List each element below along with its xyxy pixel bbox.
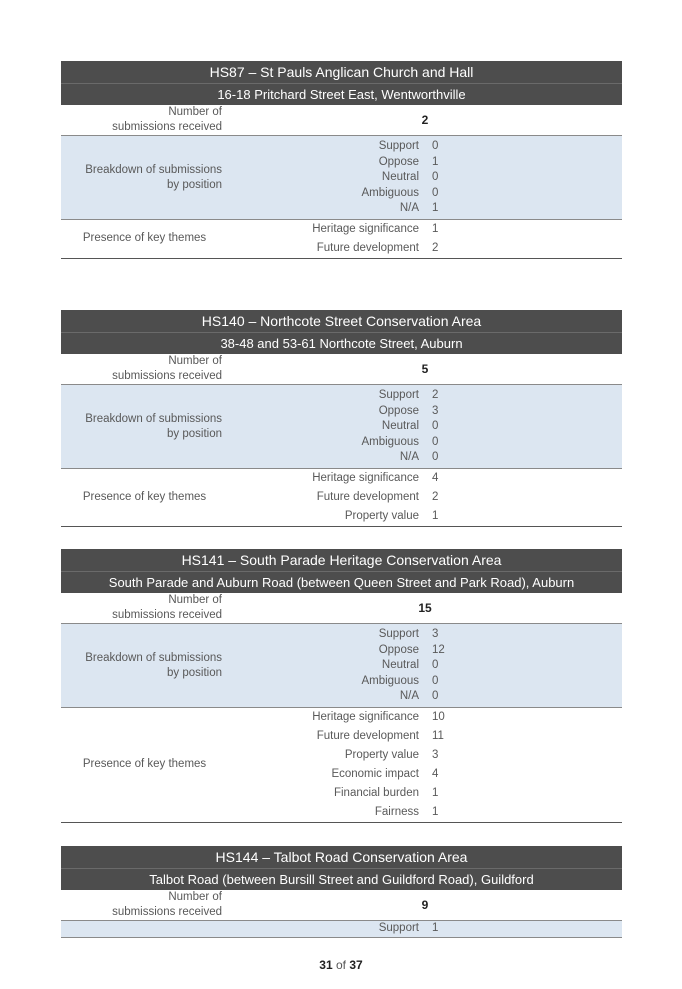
themes-row — [61, 469, 622, 527]
position-item: Ambiguous 0 — [361, 435, 439, 448]
page-number: 31 of 37 — [319, 958, 363, 972]
theme-item: Property value 1 — [344, 509, 439, 522]
table-title: HS141 – South Parade Heritage Conservation Area — [61, 549, 622, 572]
position-item: Neutral 0 — [381, 659, 439, 671]
table-hs144 — [61, 846, 622, 938]
breakdown-label: Breakdown of submissions by position — [85, 412, 222, 440]
submissions-row — [61, 105, 622, 136]
submissions-label: Number of submissions received — [112, 594, 222, 621]
submissions-count: 2 — [421, 113, 429, 127]
position-item: Support 3 — [378, 628, 439, 640]
table-subtitle: Talbot Road (between Bursill Street and Guildford Road), Guildford — [61, 869, 622, 890]
theme-item: Heritage significance 1 — [312, 222, 439, 235]
theme-item: Future development 11 — [316, 729, 444, 742]
position-item: Oppose 1 — [378, 155, 439, 168]
breakdown-label — [61, 921, 228, 937]
position-item: Oppose 3 — [378, 404, 439, 417]
theme-item: Economic impact 4 — [331, 767, 439, 780]
themes-label: Presence of key themes — [82, 232, 207, 244]
theme-item: Fairness 1 — [374, 805, 439, 818]
position-item: Support 1 — [378, 922, 439, 934]
position-item: N/A 1 — [399, 202, 439, 214]
submissions-row — [61, 890, 622, 921]
theme-item: Financial burden 1 — [333, 786, 439, 799]
theme-item: Heritage significance 4 — [312, 471, 439, 484]
theme-item: Future development 2 — [316, 490, 439, 503]
themes-label: Presence of key themes — [82, 758, 207, 770]
table-title: HS140 – Northcote Street Conservation Area — [61, 310, 622, 333]
position-item: Ambiguous 0 — [361, 674, 439, 687]
theme-item: Future development 2 — [316, 241, 439, 254]
themes-row — [61, 708, 622, 823]
position-item: Neutral 0 — [381, 420, 439, 432]
submissions-label: Number of submissions received — [112, 355, 222, 382]
theme-item: Heritage significance 10 — [312, 710, 445, 723]
table-hs87 — [61, 61, 622, 259]
submissions-count: 5 — [421, 362, 429, 376]
positions-row — [61, 136, 622, 220]
table-title: HS87 – St Pauls Anglican Church and Hall — [61, 61, 622, 84]
position-item: Support 0 — [378, 140, 439, 152]
theme-item: Property value 3 — [344, 748, 439, 761]
submissions-label: Number of submissions received — [112, 891, 222, 918]
table-hs141 — [61, 549, 622, 823]
positions-row — [61, 921, 622, 938]
table-subtitle: South Parade and Auburn Road (between Queen Street and Park Road), Auburn — [61, 572, 622, 593]
breakdown-label: Breakdown of submissions by position — [85, 163, 222, 191]
position-item: N/A 0 — [399, 451, 439, 463]
position-item: N/A 0 — [399, 690, 439, 702]
submissions-row — [61, 354, 622, 385]
position-item: Support 2 — [378, 389, 439, 401]
table-hs140 — [61, 310, 622, 527]
position-item: Neutral 0 — [381, 171, 439, 183]
submissions-count: 15 — [418, 601, 432, 615]
submissions-row — [61, 593, 622, 624]
breakdown-label: Breakdown of submissions by position — [85, 651, 222, 679]
positions-row — [61, 624, 622, 708]
table-title: HS144 – Talbot Road Conservation Area — [61, 846, 622, 869]
table-subtitle: 38-48 and 53-61 Northcote Street, Auburn — [61, 333, 622, 354]
submissions-count: 9 — [421, 898, 429, 912]
themes-label: Presence of key themes — [82, 490, 207, 503]
position-item: Ambiguous 0 — [361, 186, 439, 199]
themes-row — [61, 220, 622, 259]
submissions-label: Number of submissions received — [112, 106, 222, 133]
position-item: Oppose 12 — [378, 643, 445, 656]
table-subtitle: 16-18 Pritchard Street East, Wentworthville — [61, 84, 622, 105]
positions-row — [61, 385, 622, 469]
